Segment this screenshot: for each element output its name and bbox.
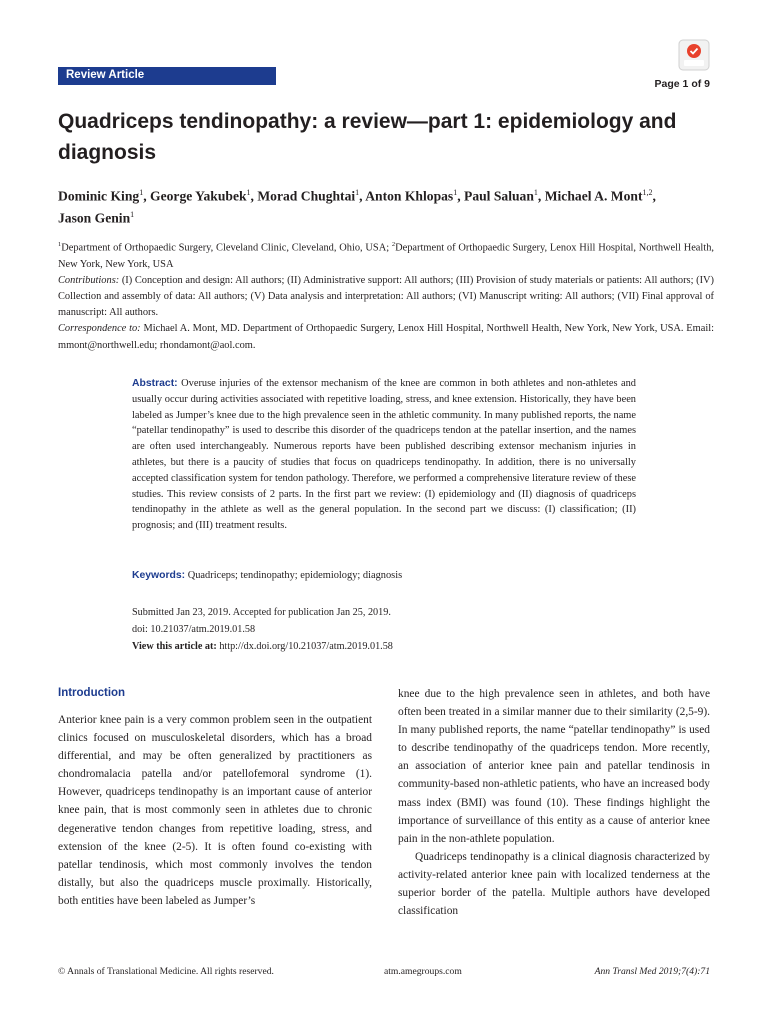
affiliations: $^1$Department of Orthopaedic Surgery, Cleveland Clinic, Cleveland, Ohio, USA; $^2$Department of Orthopaedic Surgery, Lenox Hill Hospital, Northwell Health, New York, New York, USA (58, 241, 714, 270)
author: Dominic King (58, 188, 140, 204)
view-article: View this article at: http://dx.doi.org/10.21037/atm.2019.01.58 (132, 641, 393, 652)
affiliations-block (58, 237, 714, 354)
abstract-text: Overuse injuries of the extensor mechanism of the knee are common in both athletes and non-athletes and usually occur during activities associated with repetitive loading, stress, and knee extension. Historically, they have been labeled as Jumper’s knee due to the high prevalence seen in the athletic community. In many published reports, the name “patellar tendinopathy” is used to describe this disorder of the quadriceps tendon at the patellar insertion, and the names are often used interchangeably. Numerous reports have been published describing extensor mechanism injuries in athletes, but there is a paucity of studies that focus on quadriceps tendinopathy. In addition, there is no universally accepted classification system for tendon pathology. Therefore, we performed a comprehensive literature review of these studies. This review consists of 2 parts. In the first part we review: (I) epidemiology and (II) diagnosis of quadriceps tendinopathy in the athlete as well as the general population. In the second part we discuss: (I) classification; (II) prognosis; and (III) treatment results. (132, 378, 636, 532)
author-list: Dominic King$^1$, George Yakubek$^1$, Morad Chughtai$^1$, Anton Khlopas$^1$, Paul Saluan$^1$, Michael A. Mont$^{1,2}$, Jason Genin$^1$ (58, 188, 656, 226)
contributions: Contributions: (I) Conception and design: All authors; (II) Administrative support: All authors; (III) Provision of study materials or patients: All authors; (IV) Collection and assembly of data: All authors; (V) Data analysis and interpretation: All authors; (VI) Manuscript writing: All authors; (VII) Final approval of manuscript: All authors. (58, 274, 714, 319)
author: Michael A. Mont (544, 188, 643, 204)
article-type-banner (58, 67, 276, 85)
article-title: Quadriceps tendinopathy: a review—part 1: epidemiology and diagnosis (58, 110, 677, 164)
author: Morad Chughtai (257, 188, 356, 204)
correspondence: Correspondence to: Michael A. Mont, MD. Department of Orthopaedic Surgery, Lenox Hill Hospital, Northwell Health, New York, New York, USA. Email: mmont@northwell.edu; rhondamont@aol.com. (58, 323, 715, 351)
author: Jason Genin (58, 210, 131, 226)
author: Anton Khlopas (365, 188, 454, 204)
body-paragraph: Anterior knee pain is a very common problem seen in the outpatient clinics focused on musculoskeletal disorders, which has a broad differential, and may be often generalized by practitioners as chondromalacia patella and/or patellofemoral syndrome (1). However, quadriceps tendinopathy is an important cause of anterior knee pain, that is most commonly seen in athletes due to chronic degenerative tendon changes from repetitive loading, stress, and extension of the knee (2-5). It is often found co-existing with patellar tendinosis, which most commonly involves the tendon distally, but also the quadriceps muscle proximally. Historically, both entities have been labeled as Jumper’s (58, 714, 372, 907)
abstract (132, 376, 636, 534)
article-link[interactable]: http://dx.doi.org/10.21037/atm.2019.01.58 (216, 641, 393, 652)
footer-site-link[interactable]: atm.amegroups.com (384, 966, 462, 977)
body-column-right (398, 685, 710, 920)
section-heading: Introduction (58, 687, 126, 699)
page-number: Page 1 of 9 (654, 78, 710, 90)
body-paragraph: knee due to the high prevalence seen in athletes, and both have often been treated in a similar manner due to their similarity (2,5-9). In many published reports, the name “patellar tendinopathy” is used to describe tendinopathy of the quadriceps tendon. More recently, an association of anterior knee pain and patellar tendinosis in community-based non-athletic patients, who have an increased body mass index (BMI) was found (10). These findings highlight the importance of surveillance of this entity as a cause of anterior knee pain in the non-athlete population. (398, 688, 710, 845)
body-paragraph: Quadriceps tendinopathy is a clinical diagnosis characterized by activity-related anterior knee pain with localized tenderness at the superior border of the patella. Multiple authors have developed classification (398, 850, 710, 918)
submission-info (132, 604, 393, 655)
author: George Yakubek (150, 188, 247, 204)
author: Paul Saluan (464, 188, 534, 204)
footer-citation: Ann Transl Med 2019;7(4):71 (594, 966, 710, 977)
keywords (132, 570, 402, 581)
article-type-label: Review Article (66, 69, 145, 81)
submitted-dates: Submitted Jan 23, 2019. Accepted for publication Jan 25, 2019. (132, 607, 391, 618)
doi: doi: 10.21037/atm.2019.01.58 (132, 624, 256, 635)
check-for-updates-icon[interactable] (678, 39, 710, 71)
keywords-text: Quadriceps; tendinopathy; epidemiology; diagnosis (185, 570, 403, 581)
footer-copyright: © Annals of Translational Medicine. All rights reserved. (58, 966, 274, 977)
keywords-label: Keywords: (132, 570, 186, 581)
abstract-label: Abstract: (132, 378, 178, 389)
body-column-left (58, 711, 372, 910)
